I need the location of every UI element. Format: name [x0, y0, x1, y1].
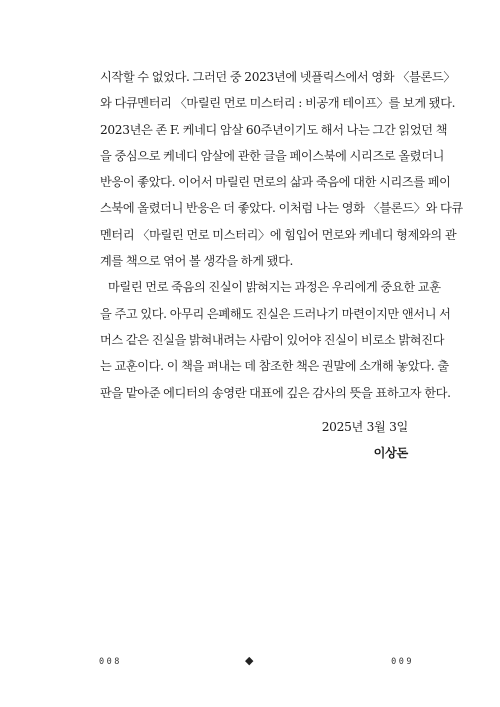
body-line: 스북에 올렸더니 반응은 더 좋았다. 이처럼 나는 영화 〈블론드〉와 다큐 [100, 201, 463, 216]
body-line: 멘터리 〈마릴린 먼로 미스터리〉에 힘입어 먼로와 케네디 형제와의 관 [100, 227, 457, 242]
body-line: 반응이 좋았다. 이어서 마릴린 먼로의 삶과 죽음에 대한 시리즈를 페이 [100, 175, 451, 190]
body-line: 는 교훈이다. 이 책을 펴내는 데 참조한 책은 권말에 소개해 놓았다. 출 [100, 359, 449, 374]
preface-body [100, 64, 463, 406]
signature-date: 2025년 3월 3일 [321, 420, 408, 434]
body-line: 을 주고 있다. 아무리 은폐해도 진실은 드러나기 마련이지만 앤서니 서 [100, 306, 451, 321]
diamond-ornament-icon: ◆ [245, 654, 254, 667]
left-page-number: 008 [99, 657, 122, 667]
body-line: 와 다큐멘터리 〈마릴린 먼로 미스터리 : 비공개 테이프〉를 보게 됐다. [100, 96, 456, 111]
right-page-number: 009 [391, 657, 414, 667]
body-line: 머스 같은 진실을 밝혀내려는 사람이 있어야 진실이 비로소 밝혀진다 [100, 332, 445, 347]
signature-author: 이상돈 [373, 446, 408, 460]
body-line: 판을 맡아준 에디터의 송영란 대표에 깊은 감사의 뜻을 표하고자 한다. [100, 385, 451, 400]
paragraph-start-line: 마릴린 먼로 죽음의 진실이 밝혀지는 과정은 우리에게 중요한 교훈 [108, 280, 441, 295]
body-line: 을 중심으로 케네디 암살에 관한 글을 페이스북에 시리즈로 올렸더니 [100, 148, 445, 163]
body-line: 2023년은 존 F. 케네디 암살 60주년이기도 해서 나는 그간 읽었던 책 [100, 122, 448, 137]
body-line: 계를 책으로 엮어 볼 생각을 하게 됐다. [100, 254, 294, 269]
body-line: 시작할 수 없었다. 그러던 중 2023년에 넷플릭스에서 영화 〈블론드〉 [100, 70, 456, 84]
